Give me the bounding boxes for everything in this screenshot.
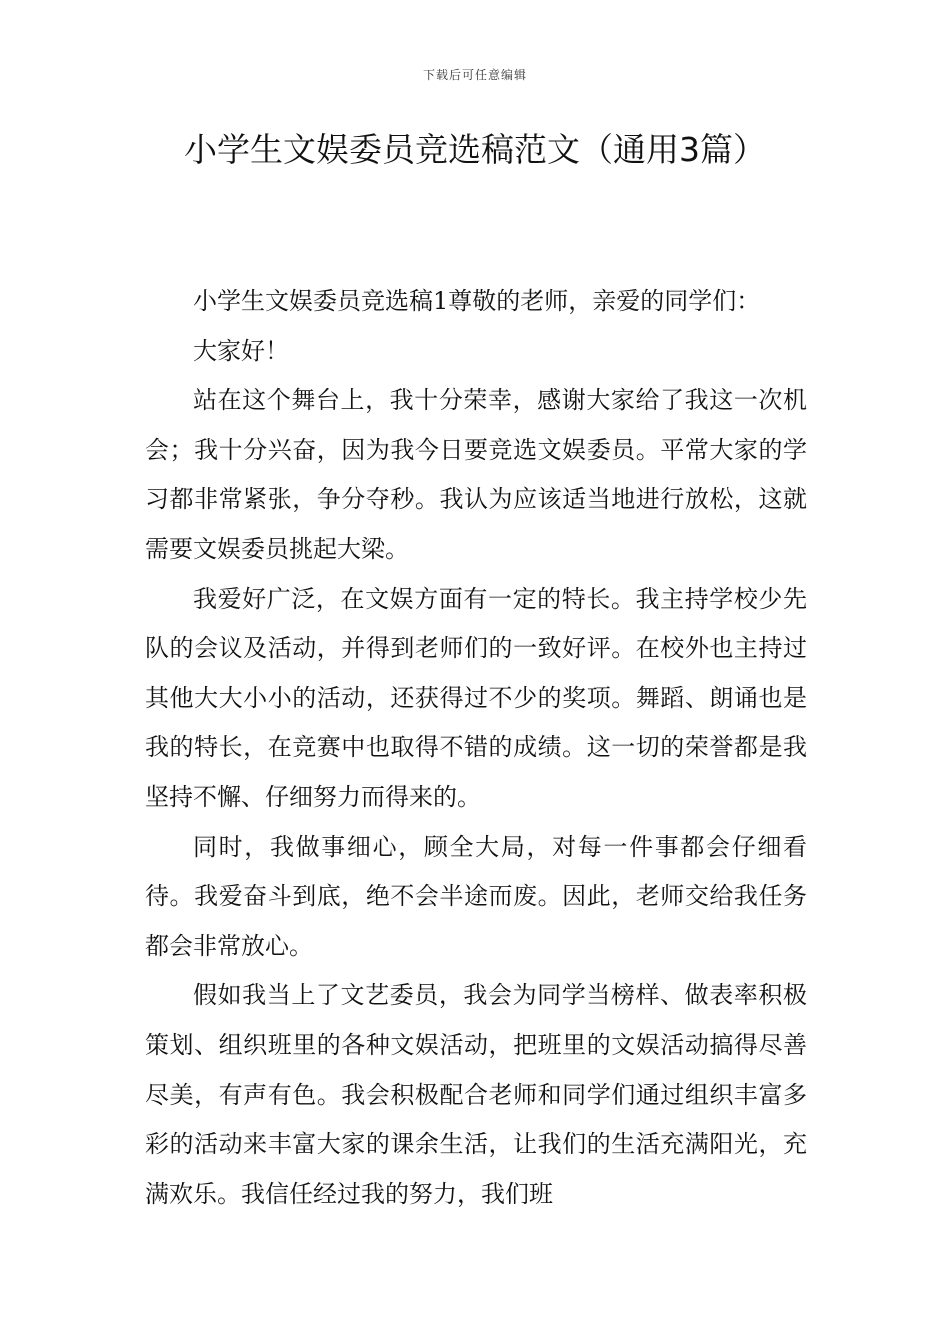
paragraph-greeting: 小学生文娱委员竞选稿1尊敬的老师，亲爱的同学们： <box>193 287 761 315</box>
paragraph-hello: 大家好！ <box>193 336 289 365</box>
paragraph-intro: 站在这个舞台上，我十分荣幸，感谢大家给了我这一次机会；我十分兴奋，因为我今日要竞选文娱委员。平常大家的学习都非常紧张，争分夺秒。我认为应该适当地进行放松，这就需要文娱委员挑起大梁。 <box>145 386 807 563</box>
paragraph-plans: 假如我当上了文艺委员，我会为同学当榜样、做表率积极策划、组织班里的各种文娱活动，把班里的文娱活动搞得尽善尽美，有声有色。我会积极配合老师和同学们通过组织丰富多彩的活动来丰富大家的课余生活，让我们的生活充满阳光，充满欢乐。我信任经过我的努力，我们班 <box>145 981 807 1208</box>
header-note: 下载后可任意编辑 <box>422 68 527 82</box>
document-body <box>145 277 807 1219</box>
document-title: 小学生文娱委员竞选稿范文（通用3篇） <box>184 130 766 169</box>
paragraph-character: 同时，我做事细心，顾全大局，对每一件事都会仔细看待。我爱奋斗到底，绝不会半途而废。因此，老师交给我任务都会非常放心。 <box>145 832 807 960</box>
paragraph-strengths: 我爱好广泛，在文娱方面有一定的特长。我主持学校少先队的会议及活动，并得到老师们的一致好评。在校外也主持过其他大大小小的活动，还获得过不少的奖项。舞蹈、朗诵也是我的特长，在竞赛中也取得不错的成绩。这一切的荣誉都是我坚持不懈、仔细努力而得来的。 <box>145 584 807 811</box>
